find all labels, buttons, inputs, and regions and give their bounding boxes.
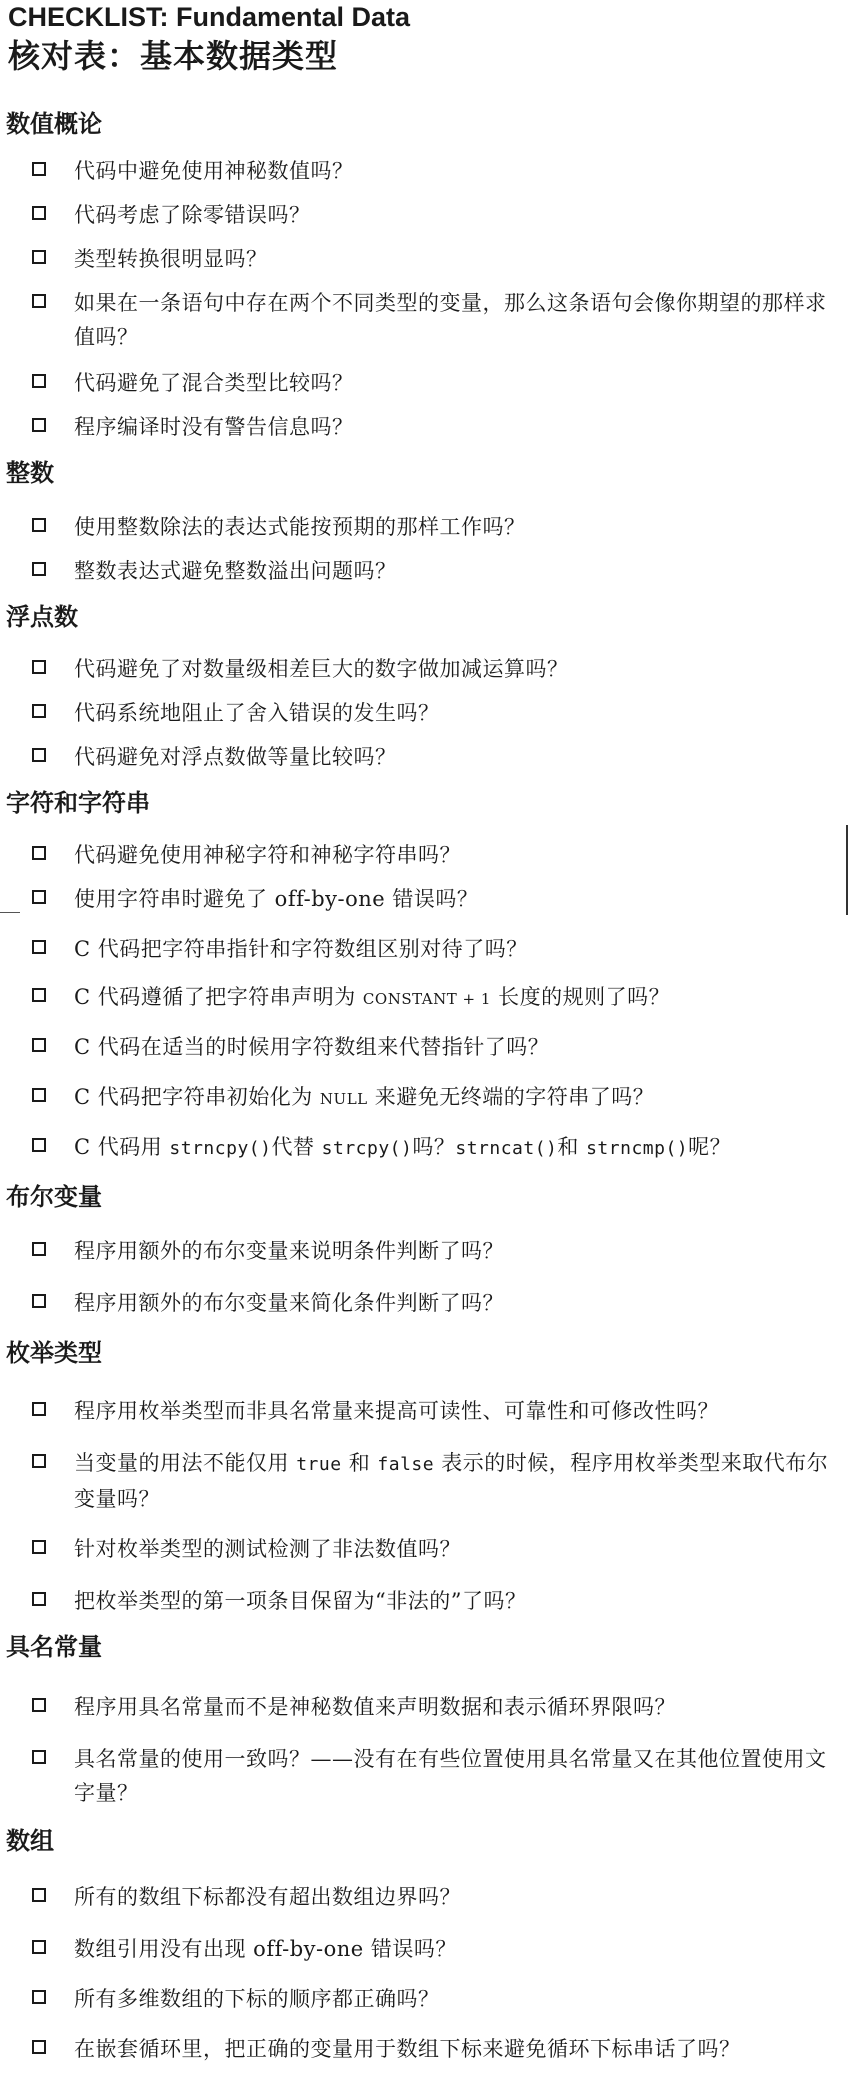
checkbox-icon[interactable] <box>32 1138 46 1152</box>
checkbox-icon[interactable] <box>32 890 46 904</box>
checkbox-icon[interactable] <box>32 940 46 954</box>
checkbox-icon[interactable] <box>32 1088 46 1102</box>
checklist-item[interactable]: 如果在一条语句中存在两个不同类型的变量，那么这条语句会像你期望的那样求值吗？ <box>32 286 844 354</box>
inline-code: strncat() <box>455 1138 558 1159</box>
checklist-item[interactable]: 把枚举类型的第一项条目保留为“非法的”了吗？ <box>32 1584 844 1618</box>
checklist-item[interactable]: 整数表达式避免整数溢出问题吗？ <box>32 554 844 588</box>
section-heading-strings: 字符和字符串 <box>6 789 150 817</box>
section-heading-arrays: 数组 <box>6 1827 54 1855</box>
checklist-item[interactable]: C 代码把字符串指针和字符数组区别对待了吗？ <box>32 932 844 966</box>
checklist-item[interactable]: 当变量的用法不能仅用 true 和 false 表示的时候，程序用枚举类型来取代布尔变量吗？ <box>32 1446 844 1516</box>
checkbox-icon[interactable] <box>32 748 46 762</box>
section-heading-booleans: 布尔变量 <box>6 1183 102 1211</box>
checklist-item[interactable]: 使用字符串时避免了 off-by-one 错误吗？ <box>32 882 844 916</box>
checklist-item[interactable]: 代码考虑了除零错误吗？ <box>32 198 844 232</box>
checklist-item[interactable]: 所有多维数组的下标的顺序都正确吗？ <box>32 1982 844 2016</box>
checklist-item[interactable]: 程序用枚举类型而非具名常量来提高可读性、可靠性和可修改性吗？ <box>32 1394 844 1428</box>
divider <box>0 912 20 913</box>
checkbox-icon[interactable] <box>32 1242 46 1256</box>
checklist-item[interactable]: 类型转换很明显吗？ <box>32 242 844 276</box>
checklist-title-chinese: 核对表：基本数据类型 <box>8 37 339 75</box>
checklist-item[interactable]: 代码系统地阻止了舍入错误的发生吗？ <box>32 696 844 730</box>
checklist-item[interactable]: 程序编译时没有警告信息吗？ <box>32 410 844 444</box>
checkbox-icon[interactable] <box>32 988 46 1002</box>
checkbox-icon[interactable] <box>32 1592 46 1606</box>
checkbox-icon[interactable] <box>32 846 46 860</box>
checklist-item[interactable]: 代码中避免使用神秘数值吗？ <box>32 154 844 188</box>
checkbox-icon[interactable] <box>32 1294 46 1308</box>
section-heading-integers: 整数 <box>6 459 54 487</box>
checkbox-icon[interactable] <box>32 1698 46 1712</box>
checkbox-icon[interactable] <box>32 1888 46 1902</box>
inline-code: strcpy() <box>321 1138 413 1159</box>
checklist-item[interactable]: C 代码把字符串初始化为 NULL 来避免无终端的字符串了吗？ <box>32 1080 844 1116</box>
checkbox-icon[interactable] <box>32 1750 46 1764</box>
inline-code: false <box>377 1454 435 1475</box>
checklist-item[interactable]: 程序用具名常量而不是神秘数值来声明数据和表示循环界限吗？ <box>32 1690 844 1724</box>
checkbox-icon[interactable] <box>32 250 46 264</box>
checkbox-icon[interactable] <box>32 2040 46 2054</box>
checkbox-icon[interactable] <box>32 1454 46 1468</box>
checkbox-icon[interactable] <box>32 206 46 220</box>
section-heading-named-constants: 具名常量 <box>6 1633 102 1661</box>
checklist-item[interactable]: 代码避免了对数量级相差巨大的数字做加减运算吗？ <box>32 652 844 686</box>
checklist-item[interactable]: 在嵌套循环里，把正确的变量用于数组下标来避免循环下标串话了吗？ <box>32 2032 844 2066</box>
checkbox-icon[interactable] <box>32 418 46 432</box>
checkbox-icon[interactable] <box>32 518 46 532</box>
checklist-item[interactable]: C 代码在适当的时候用字符数组来代替指针了吗？ <box>32 1030 844 1064</box>
inline-code: NULL <box>319 1090 368 1108</box>
checkbox-icon[interactable] <box>32 1940 46 1954</box>
section-heading-numbers: 数值概论 <box>6 110 102 138</box>
checklist-item[interactable]: 具名常量的使用一致吗？——没有在有些位置使用具名常量又在其他位置使用文字量？ <box>32 1742 844 1810</box>
checklist-item[interactable]: 代码避免对浮点数做等量比较吗？ <box>32 740 844 774</box>
checkbox-icon[interactable] <box>32 1402 46 1416</box>
inline-code: strncpy() <box>169 1138 272 1159</box>
checklist-item[interactable]: 程序用额外的布尔变量来简化条件判断了吗？ <box>32 1286 844 1320</box>
checklist-item[interactable]: 程序用额外的布尔变量来说明条件判断了吗？ <box>32 1234 844 1268</box>
checklist-item[interactable]: 使用整数除法的表达式能按预期的那样工作吗？ <box>32 510 844 544</box>
inline-code: strncmp() <box>586 1138 689 1159</box>
checkbox-icon[interactable] <box>32 294 46 308</box>
checkbox-icon[interactable] <box>32 1038 46 1052</box>
checkbox-icon[interactable] <box>32 704 46 718</box>
inline-code: CONSTANT + 1 <box>362 990 491 1008</box>
checklist-item[interactable]: C 代码遵循了把字符串声明为 CONSTANT + 1 长度的规则了吗？ <box>32 980 844 1016</box>
checkbox-icon[interactable] <box>32 1990 46 2004</box>
checklist-item[interactable]: 针对枚举类型的测试检测了非法数值吗？ <box>32 1532 844 1566</box>
checkbox-icon[interactable] <box>32 562 46 576</box>
checklist-item[interactable]: 所有的数组下标都没有超出数组边界吗？ <box>32 1880 844 1914</box>
checkbox-icon[interactable] <box>32 1540 46 1554</box>
checklist-item[interactable]: 数组引用没有出现 off-by-one 错误吗？ <box>32 1932 844 1966</box>
section-heading-floats: 浮点数 <box>6 603 78 631</box>
checkbox-icon[interactable] <box>32 162 46 176</box>
checkbox-icon[interactable] <box>32 374 46 388</box>
checkbox-icon[interactable] <box>32 660 46 674</box>
checklist-title-english: CHECKLIST: Fundamental Data <box>8 2 411 32</box>
section-heading-enums: 枚举类型 <box>6 1339 102 1367</box>
margin-rule <box>846 825 848 915</box>
inline-code: true <box>296 1454 342 1475</box>
checklist-item[interactable]: C 代码用 strncpy()代替 strcpy()吗？strncat()和 strncmp()呢？ <box>32 1130 844 1166</box>
checklist-item[interactable]: 代码避免了混合类型比较吗？ <box>32 366 844 400</box>
checklist-item[interactable]: 代码避免使用神秘字符和神秘字符串吗？ <box>32 838 844 872</box>
